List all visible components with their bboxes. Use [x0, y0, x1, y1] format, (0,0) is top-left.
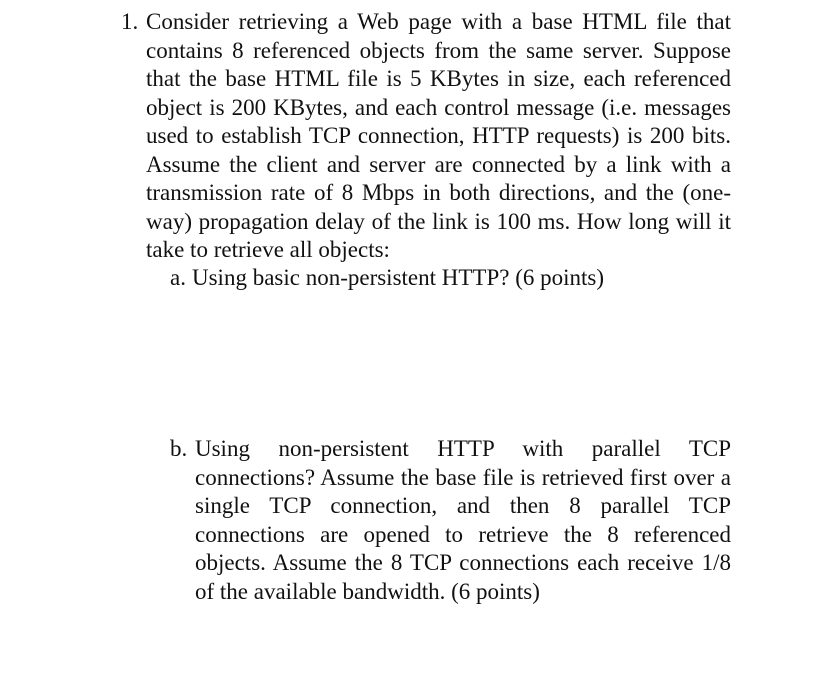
part-a-label: a.	[170, 265, 186, 290]
part-b-text: Using non-persistent HTTP with parallel TCP connections? Assume the base file is retrieved first over a single TCP connection, and then 8 parallel TCP connections are opened to retrieve the 8 referenced objects. Assume the 8 TCP connections each receive 1/8 of the available bandwidth. (6 points)	[195, 436, 731, 604]
question-number: 1.	[121, 9, 139, 34]
part-b-label: b.	[170, 436, 188, 461]
part-a-text: Using basic non-persistent HTTP? (6 points)	[192, 265, 605, 290]
question-text: Consider retrieving a Web page with a base HTML file that contains 8 referenced objects from the same server. Suppose that the base HTML file is 5 KBytes in size, each referenced object is 200 KBytes, and each control message (i.e. messages used to establish TCP connection, HTTP requests) is 200 bits. Assume the client and server are connected by a link with a transmission rate of 8 Mbps in both directions, and the (one-way) propagation delay of the link is 100 ms. How long will it take to retrieve all objects:	[146, 9, 731, 262]
